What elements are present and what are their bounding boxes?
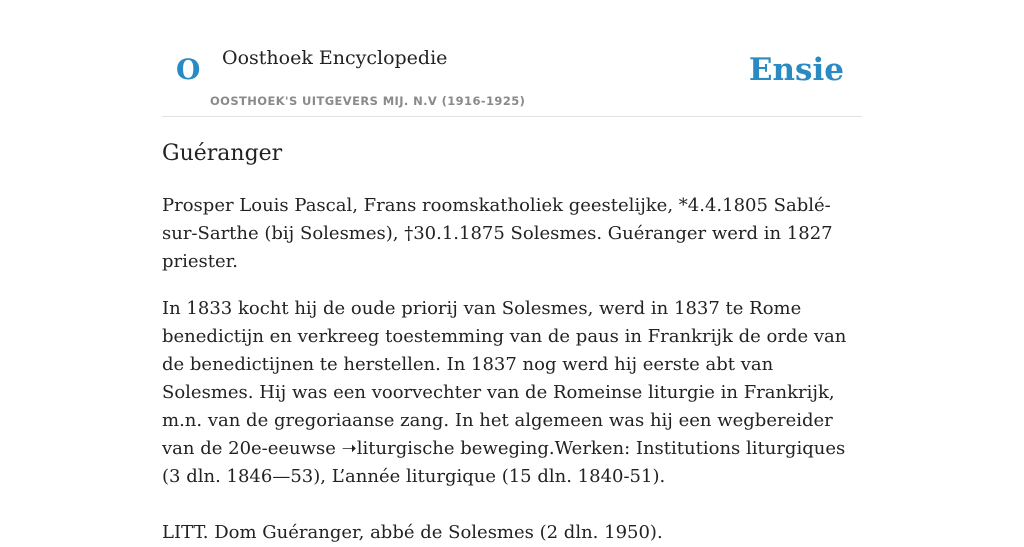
paragraph-text: .Werken: Institutions liturgiques (3 dln. 1846—53), L’année liturgique (15 dln. 1840-51). — [162, 438, 846, 487]
article — [162, 138, 864, 547]
publication-subtitle: OOSTHOEK'S UITGEVERS MIJ. N.V (1916-1925) — [210, 94, 526, 108]
article-title: Guéranger — [162, 141, 283, 166]
ensie-logo-link[interactable]: Ensie — [748, 52, 844, 88]
article-paragraph — [162, 295, 864, 491]
publication-title[interactable]: Oosthoek Encyclopedie — [222, 47, 448, 69]
header — [162, 0, 862, 117]
liturgische-beweging-link[interactable]: ➝liturgische beweging — [341, 438, 549, 459]
paragraph-text: In 1833 kocht hij de oude priorij van Solesmes, werd in 1837 te Rome benedictijn en verkreeg toestemming van de paus in Frankrijk de orde van de benedictijnen te herstellen. In 1837 nog werd hij eerste abt van Solesmes. Hij was een voorvechter van de Romeinse liturgie in Frankrijk, m.n. van de gregoriaanse zang. In het algemeen was hij een wegbereider van de 20e-eeuwse — [162, 298, 847, 459]
literature-reference: LITT. Dom Guéranger, abbé de Solesmes (2 dln. 1950). — [162, 522, 663, 543]
article-paragraph: Prosper Louis Pascal, Frans roomskatholiek geestelijke, *4.4.1805 Sablé-sur-Sarthe (bij Solesmes), †30.1.1875 Solesmes. Guéranger werd in 1827 priester. — [162, 195, 833, 272]
oosthoek-logo-icon[interactable]: O — [176, 53, 201, 86]
